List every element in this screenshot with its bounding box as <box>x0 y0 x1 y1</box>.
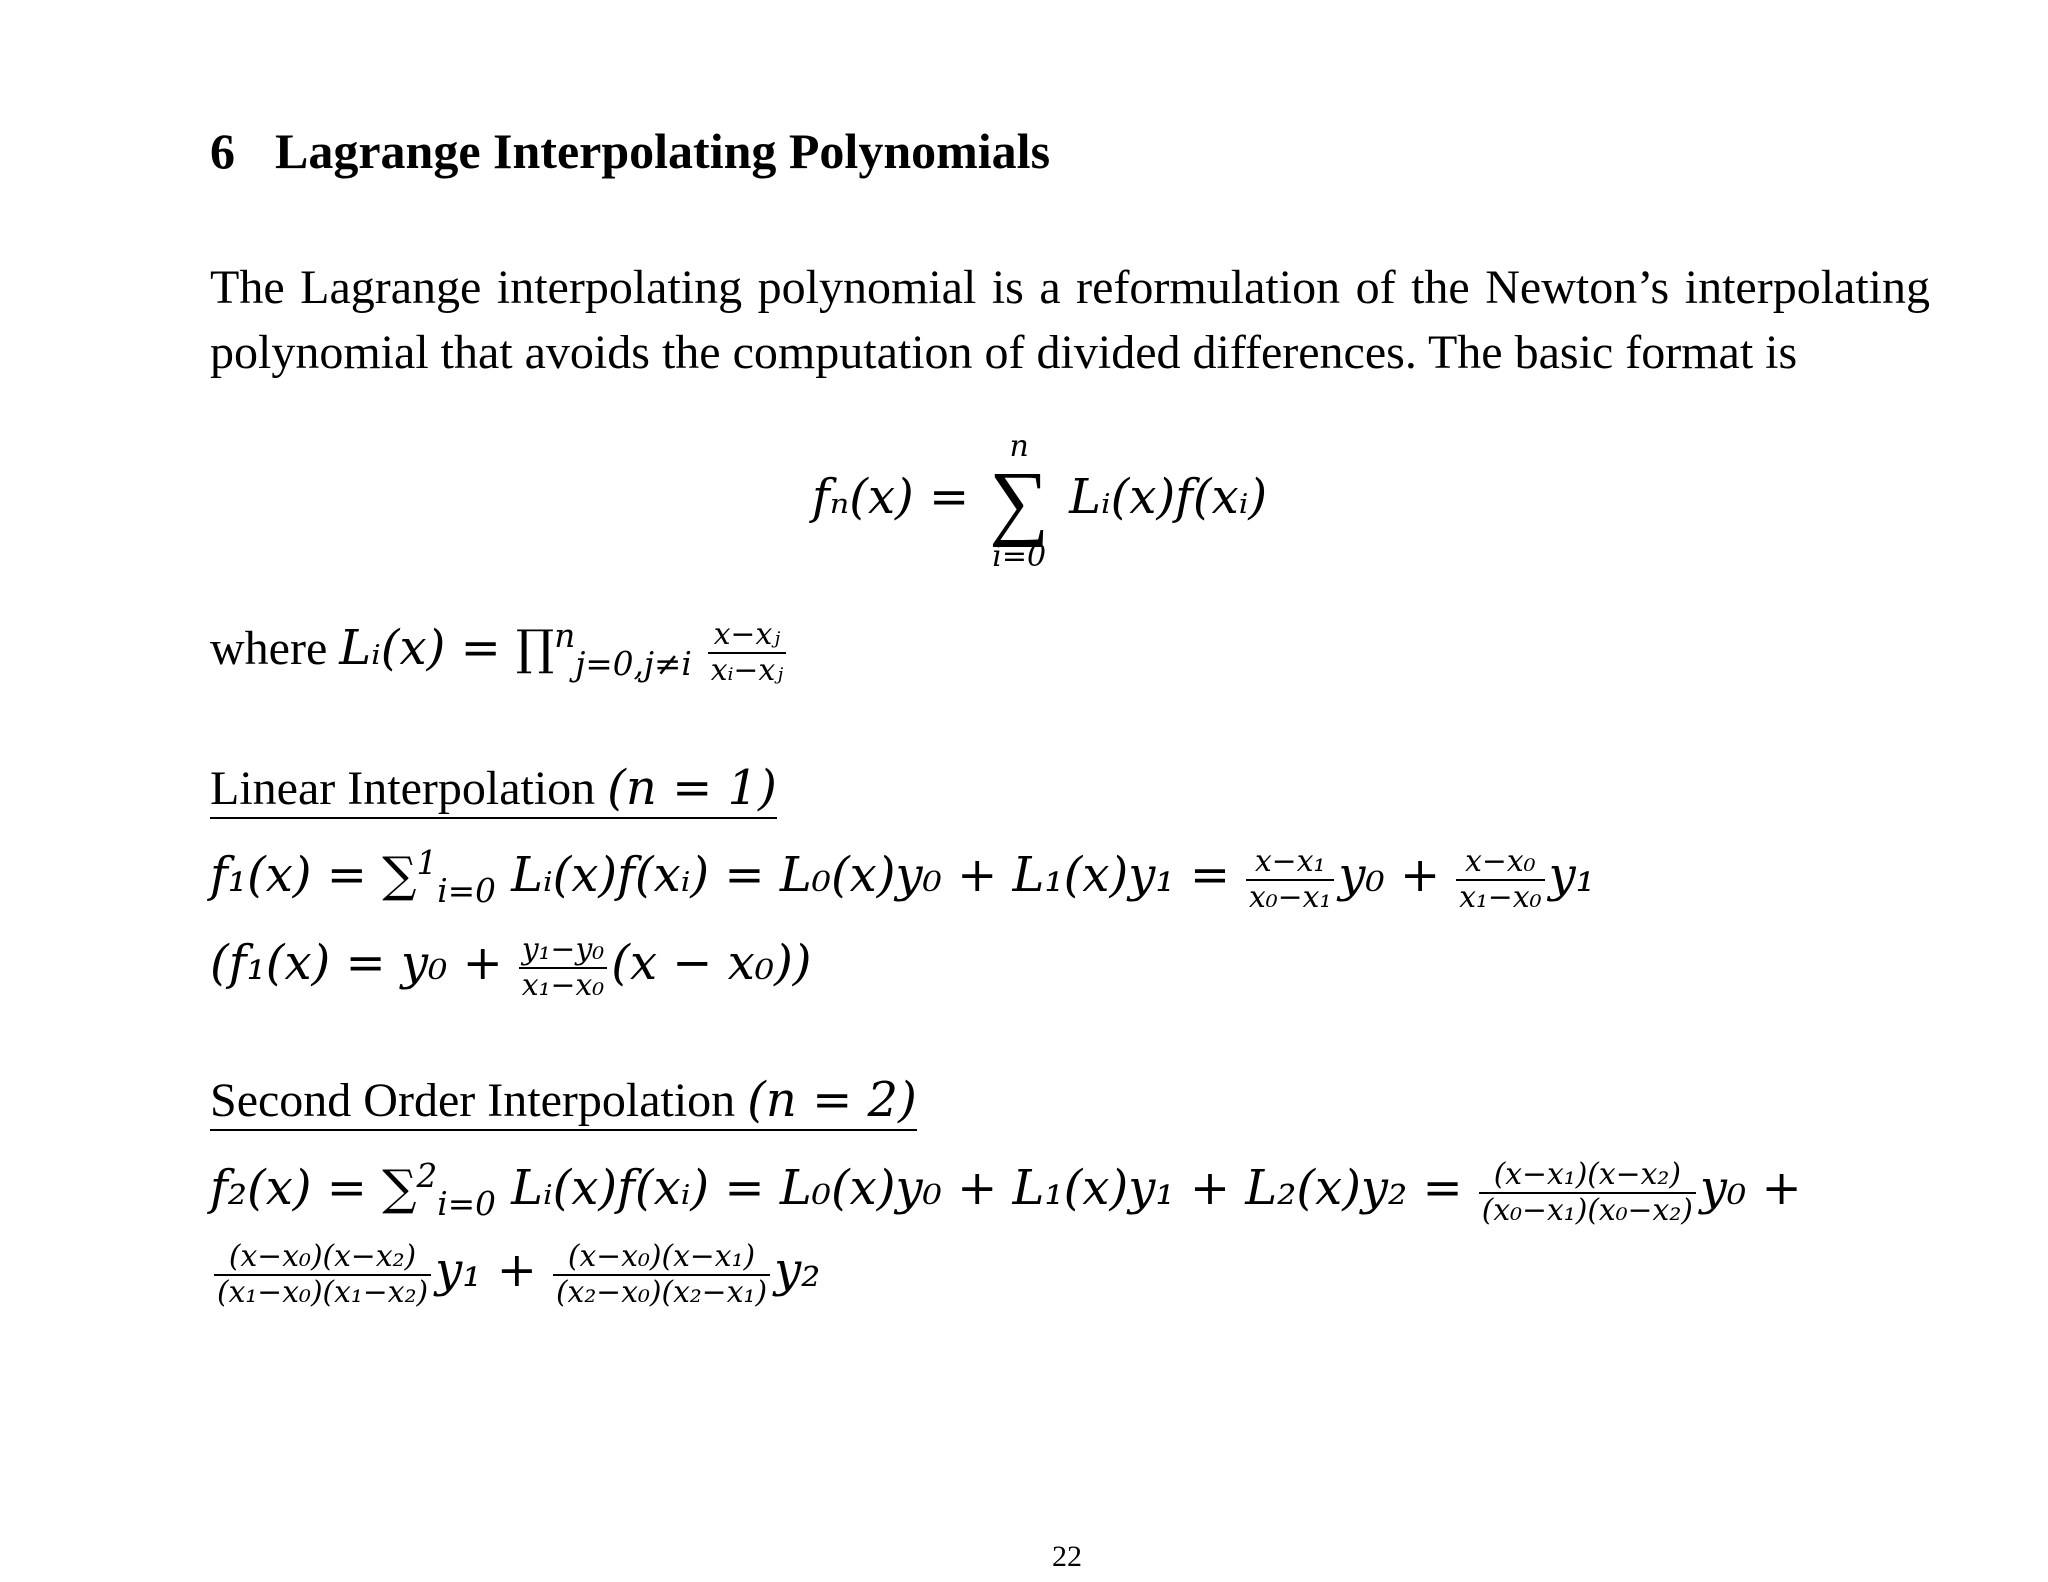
second-frac2-den: (x₁−x₀)(x₁−x₂) <box>217 1275 429 1311</box>
second-heading-text: Second Order Interpolation <box>210 1074 736 1127</box>
linear-heading <box>210 760 777 816</box>
where-frac-numerator: x−xⱼ <box>708 618 786 654</box>
where-word: where <box>210 622 328 676</box>
second-order-heading <box>210 1072 917 1128</box>
second-eq1-end: y₀ + <box>1699 1160 1802 1217</box>
linear-eq1-body: Lᵢ(x)f(xᵢ) = L₀(x)y₀ + L₁(x)y₁ = <box>495 847 1231 904</box>
linear-eq1-upper: 1 <box>416 844 438 883</box>
linear-eq2-end: (x − x₀)) <box>611 935 812 992</box>
linear-eq2-start: (f₁(x) = y₀ + <box>210 935 503 992</box>
second-frac1-den: (x₀−x₁)(x₀−x₂) <box>1481 1193 1693 1229</box>
linear-frac1-num: x−x₁ <box>1246 845 1334 881</box>
second-frac-1 <box>1479 1158 1696 1228</box>
linear-eq1-start: f₁(x) = ∑ <box>210 847 417 904</box>
linear-eq1-mid: y₀ + <box>1338 847 1441 904</box>
linear-frac-1 <box>1246 845 1334 915</box>
second-heading-math: (n = 2) <box>747 1072 917 1128</box>
linear-frac-3 <box>519 933 607 1003</box>
product-lower: j=0,j≠i <box>575 644 692 683</box>
linear-frac3-num: y₁−y₀ <box>519 933 607 969</box>
summation-operator <box>989 429 1050 574</box>
second-eq1-body: Lᵢ(x)f(xᵢ) = L₀(x)y₀ + L₁(x)y₁ + L₂(x)y₂ = <box>495 1160 1463 1217</box>
sigma-symbol: ∑ <box>989 455 1050 548</box>
linear-frac3-den: x₁−x₀ <box>521 968 605 1004</box>
second-eq1-lower: i=0 <box>437 1184 496 1223</box>
second-frac1-num: (x−x₁)(x−x₂) <box>1479 1158 1696 1194</box>
main-equation <box>812 429 1268 574</box>
linear-frac1-den: x₀−x₁ <box>1249 880 1332 916</box>
linear-heading-underlined <box>210 762 777 819</box>
second-heading-underlined <box>210 1074 917 1131</box>
page-number: 22 <box>1052 1540 1082 1573</box>
second-eq1-upper: 2 <box>416 1157 438 1196</box>
sum-lower-limit: i=0 <box>992 538 1047 574</box>
second-eq2-end: y₂ <box>774 1242 821 1299</box>
linear-equation-2 <box>210 933 812 1003</box>
linear-frac-2 <box>1456 845 1544 915</box>
section-heading <box>210 122 1050 180</box>
linear-frac2-num: x−x₀ <box>1456 845 1544 881</box>
linear-eq1-lower: i=0 <box>437 871 496 910</box>
linear-equation-1 <box>210 845 1595 915</box>
linear-frac2-den: x₁−x₀ <box>1459 880 1542 916</box>
second-eq2-mid: y₁ + <box>435 1242 537 1299</box>
product-upper: n <box>554 617 576 656</box>
linear-heading-math: (n = 1) <box>607 760 777 816</box>
second-frac-3 <box>553 1240 770 1310</box>
section-number: 6 <box>210 123 235 179</box>
main-equation-rhs: Lᵢ(x)f(xᵢ) <box>1069 468 1268 525</box>
main-equation-lhs: fₙ(x) = <box>812 468 970 525</box>
second-frac2-num: (x−x₀)(x−x₂) <box>214 1240 431 1276</box>
sum-upper-limit: n <box>1009 429 1029 464</box>
where-frac-denominator: xᵢ−xⱼ <box>710 653 784 689</box>
second-equation-2 <box>210 1240 820 1310</box>
intro-paragraph: The Lagrange interpolating polynomial is a reformulation of the Newton’s interpolating polynomial that avoids the computation of divided differences. The basic format is <box>210 261 1930 379</box>
where-lhs: Lᵢ(x) = ∏ <box>339 620 555 677</box>
section-title: Lagrange Interpolating Polynomials <box>275 123 1051 179</box>
linear-eq1-end: y₁ <box>1548 847 1595 904</box>
where-fraction <box>708 618 786 688</box>
second-frac-2 <box>214 1240 431 1310</box>
second-frac3-num: (x−x₀)(x−x₁) <box>553 1240 770 1276</box>
second-equation-1 <box>210 1158 1802 1228</box>
where-clause <box>210 618 790 688</box>
linear-heading-text: Linear Interpolation <box>210 762 596 815</box>
second-eq1-start: f₂(x) = ∑ <box>210 1160 417 1217</box>
second-frac3-den: (x₂−x₀)(x₂−x₁) <box>555 1275 768 1311</box>
